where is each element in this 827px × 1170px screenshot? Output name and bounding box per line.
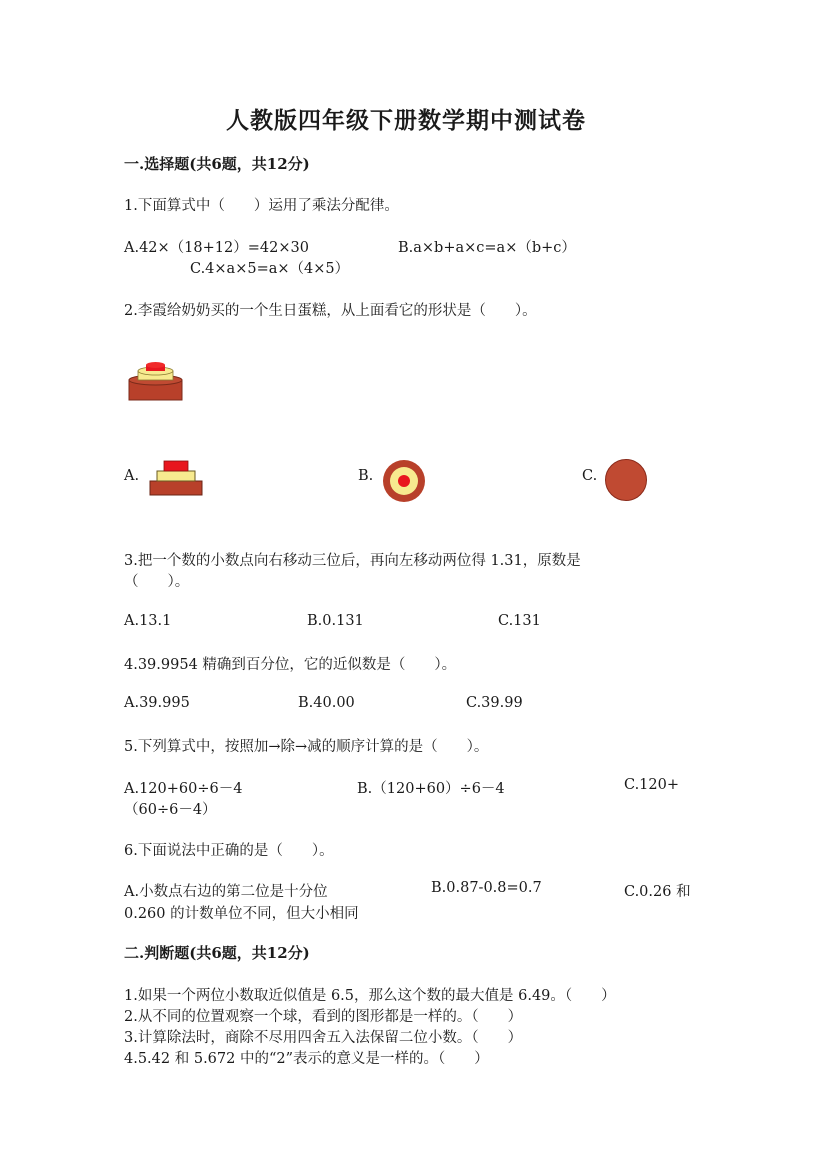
question-5-option-c: C.120+ xyxy=(624,777,680,793)
question-2-option-a: A. xyxy=(124,468,140,484)
cake-solid-circle-icon xyxy=(604,458,648,502)
question-6-option-c-continued: 0.260 的计数单位不同，但大小相同 xyxy=(124,906,359,922)
judge-question-1: 1.如果一个两位小数取近似值是 6.5，那么这个数的最大值是 6.49。（ ） xyxy=(124,988,616,1004)
question-6-option-a: A.小数点右边的第二位是十分位 xyxy=(124,884,328,900)
question-3-stem-line2: （ ）。 xyxy=(124,574,190,590)
judge-question-2: 2.从不同的位置观察一个球，看到的图形都是一样的。（ ） xyxy=(124,1009,523,1025)
question-4-stem: 4.39.9954 精确到百分位，它的近似数是（ ）。 xyxy=(124,657,457,673)
question-5-option-c-continued: （60÷6－4） xyxy=(124,802,217,818)
question-3-stem-line1: 3.把一个数的小数点向右移动三位后，再向左移动两位得 1.31，原数是 xyxy=(124,553,581,569)
question-5-stem: 5.下列算式中，按照加→除→减的顺序计算的是（ ）。 xyxy=(124,739,489,755)
question-1-stem: 1.下面算式中（ ）运用了乘法分配律。 xyxy=(124,198,399,214)
question-6-option-b: B.0.87-0.8=0.7 xyxy=(431,880,542,896)
question-3-option-c: C.131 xyxy=(498,613,541,629)
question-6-stem: 6.下面说法中正确的是（ ）。 xyxy=(124,843,334,859)
question-2-option-c: C. xyxy=(582,468,598,484)
question-4-option-c: C.39.99 xyxy=(466,695,523,711)
cake-top-view-rings-icon xyxy=(381,458,427,504)
section-heading-choice: 一.选择题(共6题，共12分) xyxy=(124,155,310,173)
question-5-option-a: A.120+60÷6－4 xyxy=(124,781,243,797)
section-heading-judge: 二.判断题(共6题，共12分) xyxy=(124,944,310,962)
question-1-option-c: C.4×a×5=a×（4×5） xyxy=(190,261,350,277)
cake-side-view-figure xyxy=(128,362,184,402)
judge-question-3: 3.计算除法时，商除不尽用四舍五入法保留二位小数。（ ） xyxy=(124,1030,523,1046)
question-2-stem: 2.李霞给奶奶买的一个生日蛋糕，从上面看它的形状是（ ）。 xyxy=(124,303,537,319)
question-6-option-c: C.0.26 和 xyxy=(624,884,691,900)
question-2-option-b: B. xyxy=(358,468,374,484)
question-3-option-b: B.0.131 xyxy=(307,613,364,629)
question-4-option-a: A.39.995 xyxy=(124,695,190,711)
page-title: 人教版四年级下册数学期中测试卷 xyxy=(226,107,586,134)
question-3-option-a: A.13.1 xyxy=(124,613,172,629)
judge-question-4: 4.5.42 和 5.672 中的“2”表示的意义是一样的。（ ） xyxy=(124,1051,489,1067)
question-5-option-b: B.（120+60）÷6－4 xyxy=(357,781,505,797)
question-1-option-b: B.a×b+a×c=a×（b+c） xyxy=(398,240,576,256)
question-1-option-a: A.42×（18+12）=42×30 xyxy=(124,240,309,256)
cake-front-view-icon xyxy=(149,460,203,496)
question-4-option-b: B.40.00 xyxy=(298,695,355,711)
